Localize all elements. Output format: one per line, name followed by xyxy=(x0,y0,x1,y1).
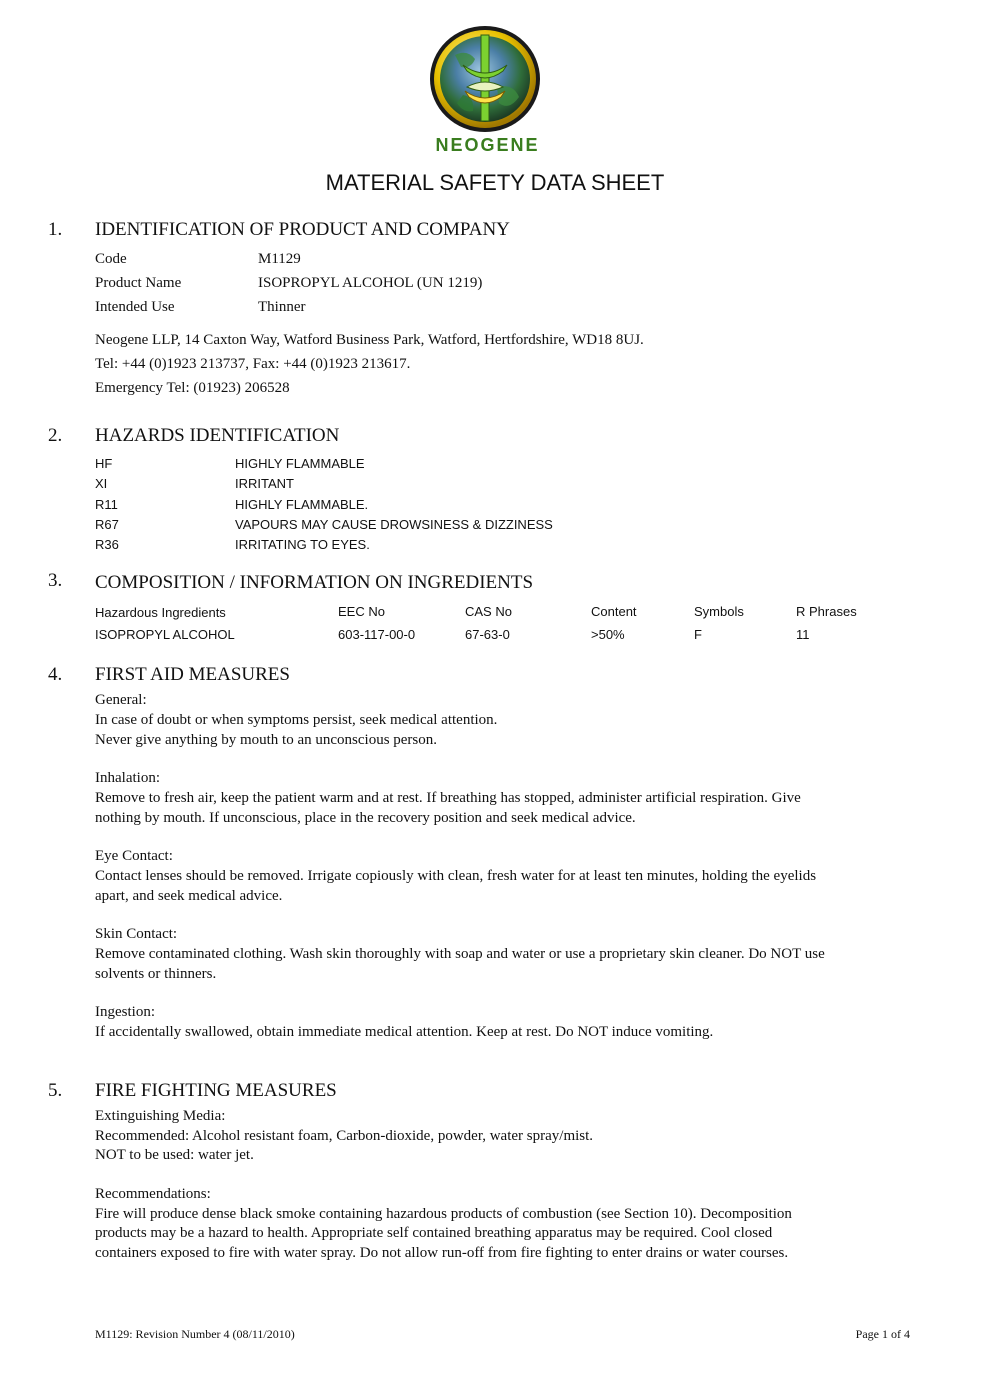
table-header-eec: EEC No xyxy=(338,604,385,619)
table-header-cas: CAS No xyxy=(465,604,512,619)
general-line-1: In case of doubt or when symptoms persist, seek medical attention. xyxy=(95,712,498,728)
hazard-code: R67 xyxy=(95,517,119,532)
table-header-symbols: Symbols xyxy=(694,604,744,619)
intended-use-value: Thinner xyxy=(258,299,306,315)
recommendations-line-3: containers exposed to fire with water spray. Do not allow run-off from fire fighting to enter drains or water courses. xyxy=(95,1245,789,1261)
ingestion-line-1: If accidentally swallowed, obtain immediate medical attention. Keep at rest. Do NOT induce vomiting. xyxy=(95,1024,714,1040)
table-header-ingredients: Hazardous Ingredients xyxy=(95,605,226,620)
footer-page-number: Page 1 of 4 xyxy=(855,1327,910,1341)
section-1-number: 1. xyxy=(48,219,63,240)
section-3-title: COMPOSITION / INFORMATION ON INGREDIENTS xyxy=(95,572,534,593)
skin-contact-line-1: Remove contaminated clothing. Wash skin thoroughly with soap and water or use a proprietary skin cleaner. Do NOT use xyxy=(95,946,825,962)
document-title: MATERIAL SAFETY DATA SHEET xyxy=(325,170,665,195)
section-5-title: FIRE FIGHTING MEASURES xyxy=(95,1080,337,1101)
skin-contact-heading: Skin Contact: xyxy=(95,926,178,942)
section-2-number: 2. xyxy=(48,425,63,446)
company-tel-fax: Tel: +44 (0)1923 213737, Fax: +44 (0)1923 213617. xyxy=(95,356,411,372)
emergency-tel: Emergency Tel: (01923) 206528 xyxy=(95,380,290,396)
table-header-r-phrases: R Phrases xyxy=(796,604,857,619)
extinguishing-media-line-2: NOT to be used: water jet. xyxy=(95,1147,254,1163)
table-cell-cas: 67-63-0 xyxy=(465,627,510,642)
eye-contact-line-2: apart, and seek medical advice. xyxy=(95,888,283,904)
hazard-text: VAPOURS MAY CAUSE DROWSINESS & DIZZINESS xyxy=(235,517,553,532)
logo-text: NEOGENE xyxy=(435,135,540,155)
neogene-logo xyxy=(405,25,570,160)
table-cell-content: >50% xyxy=(591,627,625,642)
table-header-content: Content xyxy=(591,604,637,619)
section-2-title: HAZARDS IDENTIFICATION xyxy=(95,425,340,446)
hazard-code: XI xyxy=(95,476,108,491)
extinguishing-media-heading: Extinguishing Media: xyxy=(95,1108,226,1124)
inhalation-heading: Inhalation: xyxy=(95,770,160,786)
hazard-text: IRRITANT xyxy=(235,476,294,491)
hazard-code: R11 xyxy=(95,497,118,512)
recommendations-line-1: Fire will produce dense black smoke containing hazardous products of combustion (see Section 10). Decomposition xyxy=(95,1206,792,1222)
footer-revision: M1129: Revision Number 4 (08/11/2010) xyxy=(95,1327,295,1341)
code-label: Code xyxy=(95,251,127,267)
table-cell-eec: 603-117-00-0 xyxy=(338,627,416,642)
eye-contact-line-1: Contact lenses should be removed. Irrigate copiously with clean, fresh water for at least ten minutes, holding the eyelids xyxy=(95,868,817,884)
recommendations-heading: Recommendations: xyxy=(95,1186,211,1202)
product-name-label: Product Name xyxy=(95,275,182,291)
hazard-text: HIGHLY FLAMMABLE xyxy=(235,456,365,471)
hazard-code: R36 xyxy=(95,537,119,552)
inhalation-line-2: nothing by mouth. If unconscious, place in the recovery position and seek medical advice. xyxy=(95,810,636,826)
recommendations-line-2: products may be a hazard to health. Appropriate self contained breathing apparatus may be required. Cool closed xyxy=(95,1225,773,1241)
intended-use-label: Intended Use xyxy=(95,299,175,315)
general-heading: General: xyxy=(95,692,147,708)
general-line-2: Never give anything by mouth to an unconscious person. xyxy=(95,732,438,748)
section-4-title: FIRST AID MEASURES xyxy=(95,664,290,685)
ingestion-heading: Ingestion: xyxy=(95,1004,155,1020)
section-3-number: 3. xyxy=(48,570,63,591)
hazard-text: HIGHLY FLAMMABLE. xyxy=(235,497,369,512)
product-name-value: ISOPROPYL ALCOHOL (UN 1219) xyxy=(258,275,483,291)
inhalation-line-1: Remove to fresh air, keep the patient warm and at rest. If breathing has stopped, administer artificial respiration. Give xyxy=(95,790,801,806)
table-cell-ingredient: ISOPROPYL ALCOHOL xyxy=(95,627,235,642)
table-cell-symbols: F xyxy=(694,627,702,642)
eye-contact-heading: Eye Contact: xyxy=(95,848,173,864)
table-cell-r-phrases: 11 xyxy=(796,627,810,642)
company-address: Neogene LLP, 14 Caxton Way, Watford Business Park, Watford, Hertfordshire, WD18 8UJ. xyxy=(95,332,644,348)
extinguishing-media-line-1: Recommended: Alcohol resistant foam, Carbon-dioxide, powder, water spray/mist. xyxy=(95,1128,594,1144)
hazard-code: HF xyxy=(95,456,113,471)
section-1-title: IDENTIFICATION OF PRODUCT AND COMPANY xyxy=(95,219,510,240)
hazard-text: IRRITATING TO EYES. xyxy=(235,537,370,552)
section-5-number: 5. xyxy=(48,1080,63,1101)
section-4-number: 4. xyxy=(48,664,63,685)
skin-contact-line-2: solvents or thinners. xyxy=(95,966,217,982)
code-value: M1129 xyxy=(258,251,301,267)
